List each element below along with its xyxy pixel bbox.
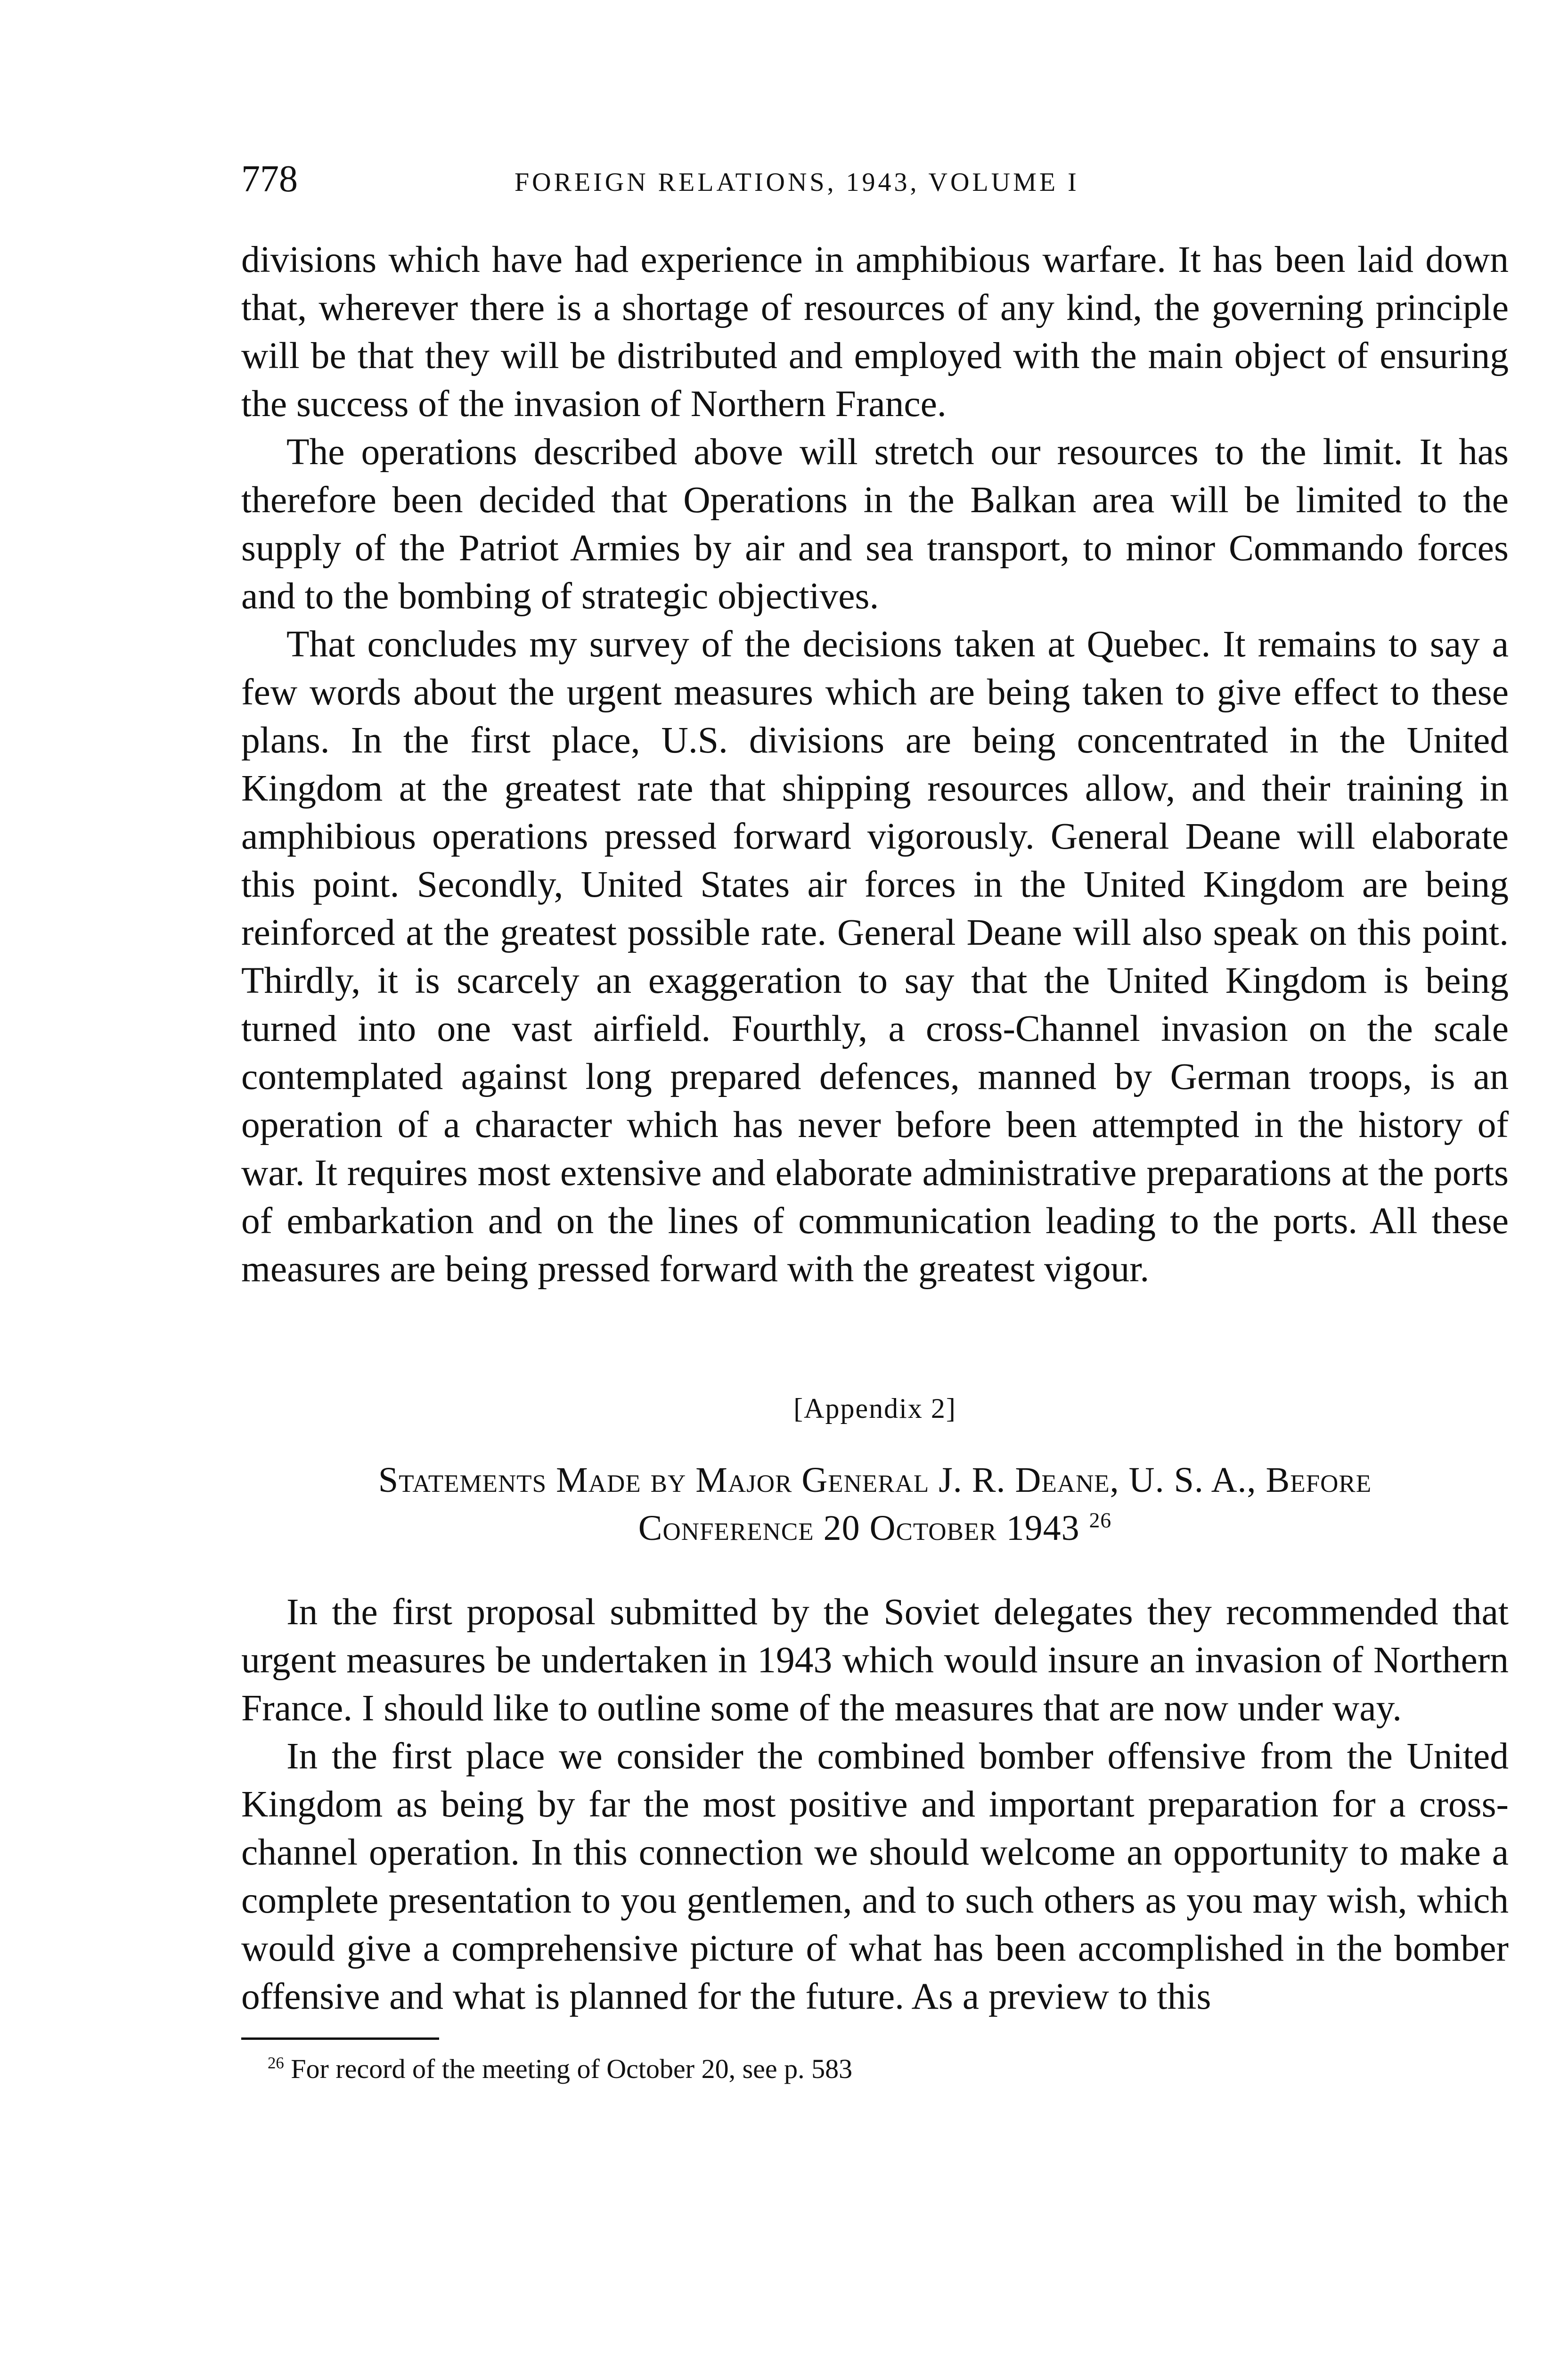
statement-heading-line1: Statements Made by Major General J. R. Deane, U. S. A., Before [378,1460,1372,1500]
footnote-reference: 26 [1089,1508,1112,1532]
paragraph-bomber-offensive: In the first place we consider the combined bomber offensive from the United Kingdom as being by far the most positive and important preparation for a cross-channel operation. In this connection we should welcome an opportunity to make a complete presentation to you gentlemen, and to such others as you may wish, which would give a comprehensive picture of what has been accomplished in the bomber offensive and what is planned for the future. As a preview to this [241,1735,1509,2017]
footnote [241,2050,1509,2088]
statement-heading [241,1456,1509,1552]
statement-heading-line2: Conference 20 October 1943 [638,1508,1080,1548]
section-spacer [241,1293,1509,1387]
footnote-marker: 26 [268,2053,284,2072]
text-column [241,236,1509,2088]
section-spacer [241,1552,1509,1588]
paragraph-continued: divisions which have had experience in amphibious warfare. It has been laid down that, wherever there is a shortage of resources of any kind, the governing principle will be that they will be distributed and employed with the main object of ensuring the success of the invasion of Northern France. [241,239,1509,425]
footnote-text: For record of the meeting of October 20, see p. 583 [291,2053,853,2084]
running-head [241,155,1513,207]
running-head-title: FOREIGN RELATIONS, 1943, VOLUME I [514,168,1079,197]
paragraph-quebec-decisions: That concludes my survey of the decisions taken at Quebec. It remains to say a few words about the urgent measures which are being taken to give effect to these plans. In the first place, U.S. divisions are being concentrated in the United Kingdom at the greatest rate that shipping resources allow, and their training in amphibious operations pressed forward vigorously. General Deane will elaborate this point. Secondly, United States air forces in the United Kingdom are being reinforced at the greatest possible rate. General Deane will also speak on this point. Thirdly, it is scarcely an exaggeration to say that the United Kingdom is being turned into one vast airfield. Fourthly, a cross-Channel invasion on the scale contemplated against long prepared defences, manned by German troops, is an operation of a character which has never before been attempted in the history of war. It requires most extensive and elaborate administrative preparations at the ports of embarkation and on the lines of communication leading to the ports. All these measures are being pressed forward with the greatest vigour. [241,623,1509,1290]
page-number: 778 [241,158,298,200]
paragraph-balkan-operations: The operations described above will stretch our resources to the limit. It has therefore been decided that Operations in the Balkan area will be limited to the supply of the Patriot Armies by air and sea transport, to minor Commando forces and to the bombing of strategic objectives. [241,431,1509,617]
paragraph-soviet-proposal: In the first proposal submitted by the Soviet delegates they recommended that urgent measures be undertaken in 1943 which would insure an invasion of Northern France. I should like to outline some of the measures that are now under way. [241,1591,1509,1729]
footnote-divider [241,2037,439,2040]
appendix-label: [Appendix 2] [793,1393,956,1424]
